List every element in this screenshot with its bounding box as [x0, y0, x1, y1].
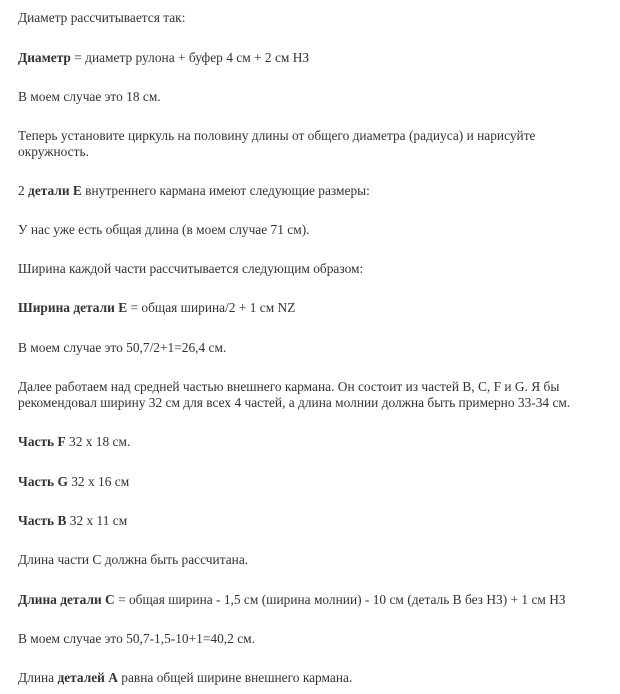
paragraph	[18, 183, 588, 199]
bold-text-run: деталей А	[57, 670, 118, 685]
bold-text-run: Часть F	[18, 434, 66, 449]
text-run: 32 x 18 см.	[65, 434, 131, 449]
paragraph	[18, 340, 588, 356]
bold-text-run: Часть G	[18, 474, 68, 489]
paragraph	[18, 670, 588, 686]
bold-text-run: детали Е	[28, 183, 82, 198]
text-run: равна общей ширине внешнего кармана.	[117, 670, 353, 685]
paragraph	[18, 552, 588, 568]
text-run: Теперь установите циркуль на половину длины от общего диаметра (радиуса) и нарисуйте окружность.	[18, 128, 536, 159]
paragraph	[18, 513, 588, 529]
text-run: 32 x 11 см	[66, 513, 128, 528]
paragraph	[18, 10, 588, 26]
paragraph	[18, 222, 588, 238]
paragraph	[18, 50, 588, 66]
text-run: В моем случае это 18 см.	[18, 89, 161, 104]
bold-text-run: Длина детали С	[18, 592, 115, 607]
paragraph	[18, 379, 588, 411]
text-run: Диаметр рассчитывается так:	[18, 10, 186, 25]
bold-text-run: Ширина детали E	[18, 300, 128, 315]
bold-text-run: Диаметр	[18, 50, 71, 65]
paragraph	[18, 128, 588, 160]
paragraph	[18, 300, 588, 316]
text-run: = диаметр рулона + буфер 4 см + 2 см НЗ	[70, 50, 310, 65]
text-run: 2	[18, 183, 29, 198]
text-run: В моем случае это 50,7-1,5-10+1=40,2 см.	[18, 631, 255, 646]
text-run: Ширина каждой части рассчитывается следующим образом:	[18, 261, 364, 276]
text-run: = общая ширина/2 + 1 см NZ	[127, 300, 296, 315]
text-run: Длина части С должна быть рассчитана.	[18, 552, 249, 567]
text-run: внутреннего кармана имеют следующие размеры:	[81, 183, 370, 198]
paragraph	[18, 434, 588, 450]
paragraph	[18, 592, 588, 608]
text-run: = общая ширина - 1,5 см (ширина молнии) - 10 см (деталь B без НЗ) + 1 см НЗ	[114, 592, 566, 607]
text-run: Далее работаем над средней частью внешнего кармана. Он состоит из частей B, C, F и G. Я бы рекомендовал ширину 32 см для всех 4 частей, а длина молнии должна быть примерно 33-34 см.	[18, 379, 571, 410]
paragraph	[18, 631, 588, 647]
text-run: В моем случае это 50,7/2+1=26,4 см.	[18, 340, 227, 355]
text-run: У нас уже есть общая длина (в моем случае 71 см).	[18, 222, 310, 237]
text-run: Длина	[18, 670, 58, 685]
paragraph	[18, 89, 588, 105]
text-run: 32 x 16 см	[67, 474, 130, 489]
paragraph	[18, 261, 588, 277]
bold-text-run: Часть B	[18, 513, 67, 528]
paragraph	[18, 474, 588, 490]
